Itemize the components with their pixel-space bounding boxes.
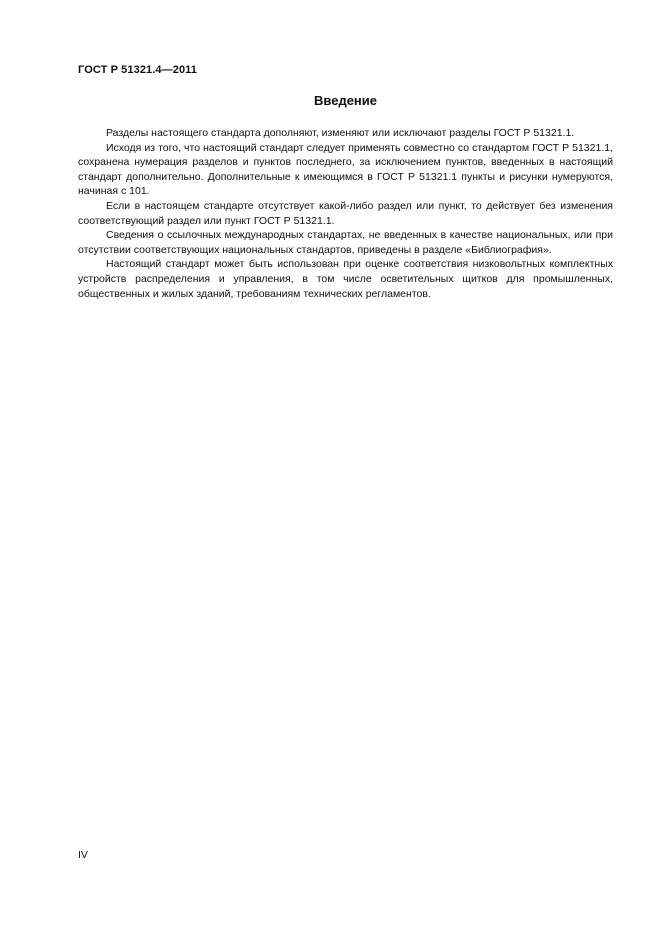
page-number: IV — [78, 849, 88, 861]
section-title: Введение — [314, 93, 377, 108]
document-code-header: ГОСТ Р 51321.4—2011 — [78, 64, 198, 76]
paragraph: Разделы настоящего стандарта дополняют, изменяют или исключают разделы ГОСТ Р 51321.1. — [106, 127, 575, 139]
paragraph: Сведения о ссылочных международных стандартах, не введенных в качестве национальных, или при отсутствии соответствующих национальных стандартов, приведены в разделе «Библиография». — [78, 229, 613, 256]
paragraph: Если в настоящем стандарте отсутствует какой-либо раздел или пункт, то действует без изменения соответствующий раздел или пункт ГОСТ Р 51321.1. — [78, 199, 613, 227]
paragraph: Исходя из того, что настоящий стандарт следует применять совместно со стандартом ГОСТ Р 51321.1, сохранена нумерация разделов и пунктов последнего, за исключением пунктов, введенных в настоящий стандарт дополнительно. Дополнительные к имеющимся в ГОСТ Р 51321.1 пункты и рисунки нумеруются, начиная с 101. — [78, 141, 613, 198]
body-text — [78, 126, 613, 301]
paragraph: Настоящий стандарт может быть использован при оценке соответствия низковольтных комплектных устройств распределения и управления, в том числе осветительных щитков для промышленных, общественных и жилых зданий, требованиям технических регламентов. — [78, 258, 613, 300]
